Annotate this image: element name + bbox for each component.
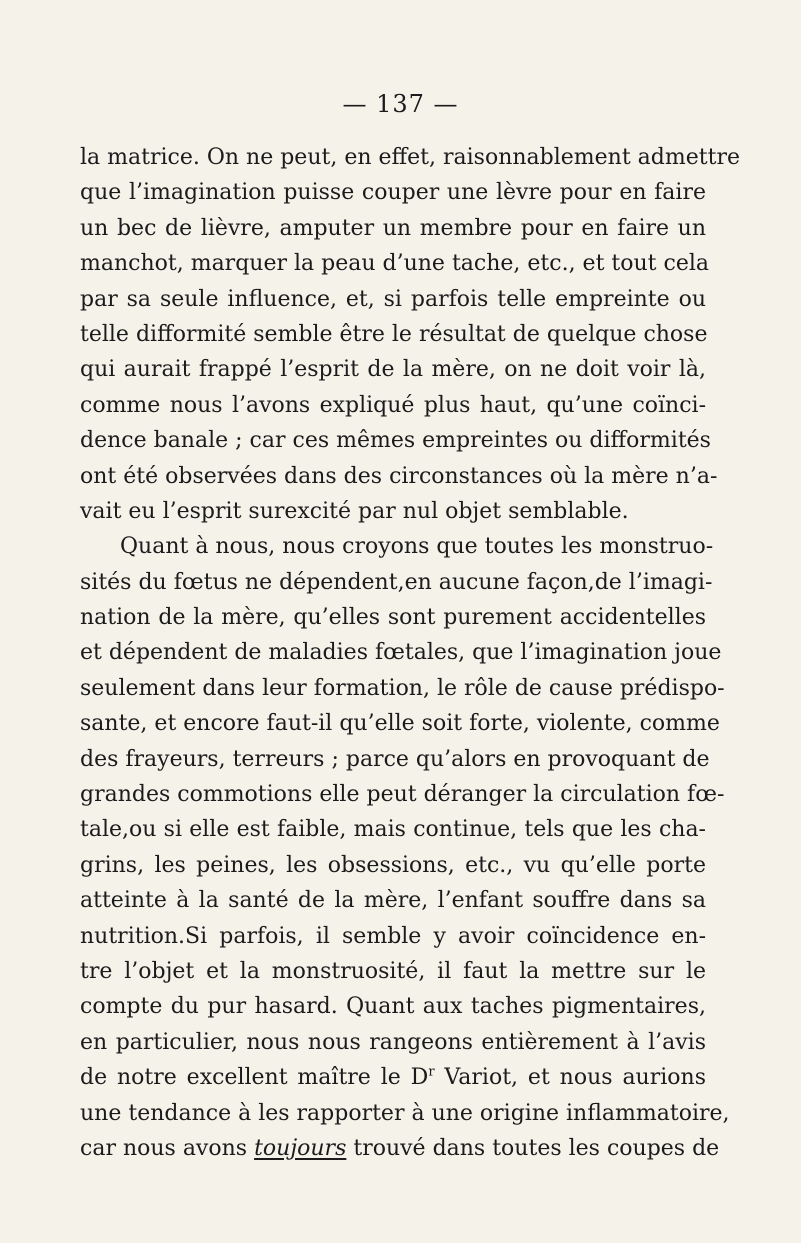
text-line: vait eu l’esprit surexcité par nul objet semblable.: [80, 498, 629, 524]
text-line: manchot, marquer la peau d’une tache, etc., et tout cela: [80, 251, 709, 277]
text-line: tre l’objet et la monstruosité, il faut la mettre sur le: [80, 958, 706, 984]
text-line: sante, et encore faut-il qu’elle soit forte, violente, comme: [80, 711, 720, 737]
text-line: [80, 1060, 706, 1095]
text-line: nutrition.Si parfois, il semble y avoir coïncidence en-: [80, 923, 706, 949]
text-line: comme nous l’avons expliqué plus haut, qu’une coïnci-: [80, 392, 706, 418]
text-segment: de notre excellent maître le D: [80, 1065, 429, 1091]
text-line: des frayeurs, terreurs ; parce qu’alors en provoquant de: [80, 746, 710, 772]
text-line: Quant à nous, nous croyons que toutes les monstruo-: [120, 534, 714, 560]
text-line: par sa seule influence, et, si parfois telle empreinte ou: [80, 286, 706, 312]
text-line: grandes commotions elle peut déranger la circulation fœ-: [80, 782, 725, 808]
text-line: nation de la mère, qu’elles sont purement accidentelles: [80, 605, 706, 631]
text-line: seulement dans leur formation, le rôle de cause prédispo-: [80, 675, 725, 701]
text-segment: trouvé dans toutes les coupes de: [346, 1135, 720, 1161]
text-segment: Variot, et nous aurions: [434, 1065, 706, 1091]
text-line: qui aurait frappé l’esprit de la mère, on ne doit voir là,: [80, 357, 706, 383]
text-line: un bec de lièvre, amputer un membre pour en faire un: [80, 215, 706, 241]
text-line: dence banale ; car ces mêmes empreintes ou difformités: [80, 428, 711, 454]
text-line: sités du fœtus ne dépendent,en aucune façon,de l’imagi-: [80, 569, 713, 595]
page-number: — 137 —: [342, 90, 459, 118]
emphasized-word: toujours: [254, 1135, 347, 1161]
text-line: ont été observées dans des circonstances où la mère n’a-: [80, 463, 718, 489]
text-line: une tendance à les rapporter à une origine inflammatoire,: [80, 1100, 730, 1126]
text-line: compte du pur hasard. Quant aux taches pigmentaires,: [80, 994, 706, 1020]
text-line: que l’imagination puisse couper une lèvre pour en faire: [80, 180, 706, 206]
text-line: telle difformité semble être le résultat de quelque chose: [80, 321, 708, 347]
text-line: et dépendent de maladies fœtales, que l’imagination joue: [80, 640, 722, 666]
text-line: tale,ou si elle est faible, mais continue, tels que les cha-: [80, 817, 706, 843]
text-segment: car nous avons: [80, 1135, 255, 1161]
superscript-r: r: [428, 1064, 435, 1080]
text-line: atteinte à la santé de la mère, l’enfant souffre dans sa: [80, 888, 706, 914]
text-line: la matrice. On ne peut, en effet, raisonnablement admettre: [80, 145, 740, 170]
text-line: en particulier, nous nous rangeons entièrement à l’avis: [80, 1029, 706, 1055]
text-line: grins, les peines, les obsessions, etc., vu qu’elle porte: [80, 852, 706, 878]
body-text: [80, 140, 740, 1166]
text-line: [80, 1131, 720, 1166]
